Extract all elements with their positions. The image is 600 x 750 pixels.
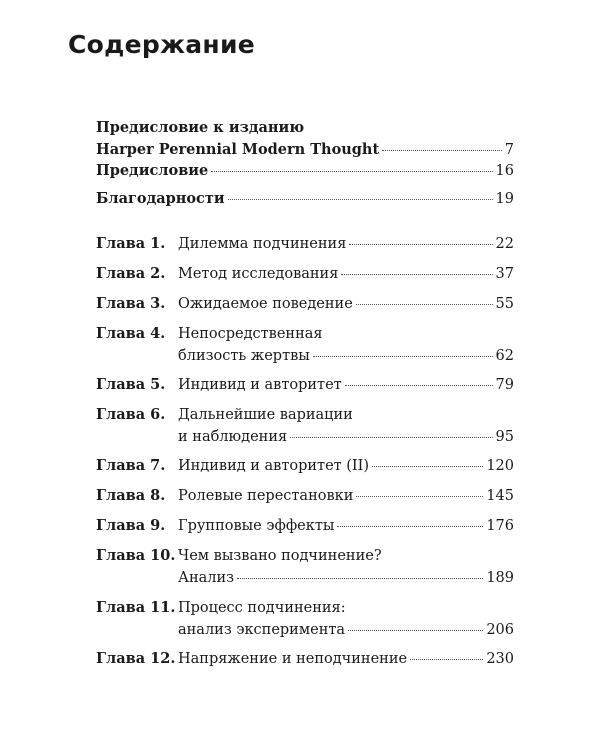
chapter-title: анализ эксперимента bbox=[178, 622, 346, 638]
toc-chapter-1[interactable] bbox=[96, 233, 514, 255]
toc-chapter-4[interactable] bbox=[96, 323, 514, 367]
toc-chapter-3[interactable] bbox=[96, 293, 514, 315]
toc-chapter-9[interactable] bbox=[96, 515, 514, 537]
toc-page-number: 120 bbox=[486, 458, 514, 474]
toc-chapter-5[interactable] bbox=[96, 374, 514, 396]
toc-page-number: 19 bbox=[495, 191, 514, 207]
chapter-title: близость жертвы bbox=[178, 348, 310, 364]
toc-entry-title: Предисловие к изданию bbox=[96, 119, 305, 136]
toc-entry-foreword-edition[interactable] bbox=[96, 117, 514, 161]
toc-chapter-2[interactable] bbox=[96, 263, 514, 285]
chapter-title: Процесс подчинения: bbox=[178, 600, 346, 616]
toc-page-number: 95 bbox=[495, 429, 514, 445]
toc-page-number: 22 bbox=[495, 236, 514, 252]
chapter-label: Глава 10. bbox=[96, 547, 176, 564]
toc-entry-title: Благодарности bbox=[96, 190, 225, 207]
toc-chapter-12[interactable] bbox=[96, 648, 514, 670]
page-title: Содержание bbox=[68, 30, 256, 59]
dot-leader bbox=[410, 659, 483, 660]
toc-entry-title: Предисловие bbox=[96, 162, 209, 179]
dot-leader bbox=[345, 385, 493, 386]
dot-leader bbox=[372, 466, 483, 467]
dot-leader bbox=[313, 356, 493, 357]
chapter-title: Ожидаемое поведение bbox=[178, 296, 353, 312]
chapter-title: Непосредственная bbox=[178, 326, 323, 342]
chapter-label: Глава 11. bbox=[96, 599, 176, 616]
toc-page-number: 55 bbox=[495, 296, 514, 312]
toc-page-number: 37 bbox=[495, 266, 514, 282]
toc-page-number: 189 bbox=[486, 570, 514, 586]
toc-page-number: 176 bbox=[486, 518, 514, 534]
toc-entry-foreword[interactable] bbox=[96, 160, 514, 182]
toc-page-number: 206 bbox=[486, 622, 514, 638]
toc-entry-title: Harper Perennial Modern Thought bbox=[96, 141, 380, 158]
chapter-title: Групповые эффекты bbox=[178, 518, 335, 534]
chapter-title: Напряжение и неподчинение bbox=[178, 651, 408, 667]
toc-page-number: 7 bbox=[504, 142, 514, 158]
dot-leader bbox=[382, 150, 502, 151]
chapter-label: Глава 6. bbox=[96, 406, 166, 423]
dot-leader bbox=[228, 199, 493, 200]
toc-chapter-8[interactable] bbox=[96, 485, 514, 507]
dot-leader bbox=[237, 578, 483, 579]
chapter-title: Ролевые перестановки bbox=[178, 488, 354, 504]
toc-page-number: 145 bbox=[486, 488, 514, 504]
toc-chapter-11[interactable] bbox=[96, 597, 514, 641]
toc-chapter-6[interactable] bbox=[96, 404, 514, 448]
chapter-label: Глава 12. bbox=[96, 650, 176, 667]
dot-leader bbox=[341, 274, 492, 275]
toc-page-number: 16 bbox=[495, 163, 514, 179]
chapter-title: Анализ bbox=[178, 570, 235, 586]
chapter-title: Метод исследования bbox=[178, 266, 339, 282]
chapter-label: Глава 1. bbox=[96, 235, 166, 252]
toc-chapter-10[interactable] bbox=[96, 545, 514, 589]
toc-entry-acknowledgements[interactable] bbox=[96, 188, 514, 210]
chapter-label: Глава 2. bbox=[96, 265, 166, 282]
toc-chapter-7[interactable] bbox=[96, 455, 514, 477]
chapter-title: Индивид и авторитет bbox=[178, 377, 342, 393]
dot-leader bbox=[211, 171, 492, 172]
dot-leader bbox=[337, 526, 483, 527]
chapter-label: Глава 4. bbox=[96, 325, 166, 342]
dot-leader bbox=[290, 437, 492, 438]
dot-leader bbox=[348, 630, 483, 631]
toc-page-number: 230 bbox=[486, 651, 514, 667]
chapter-title: Дилемма подчинения bbox=[178, 236, 347, 252]
dot-leader bbox=[356, 496, 483, 497]
chapter-label: Глава 5. bbox=[96, 376, 166, 393]
chapter-title: Чем вызвано подчинение? bbox=[178, 548, 382, 564]
toc-page-number: 62 bbox=[495, 348, 514, 364]
chapter-label: Глава 9. bbox=[96, 517, 166, 534]
dot-leader bbox=[356, 304, 493, 305]
dot-leader bbox=[349, 244, 492, 245]
toc-page-number: 79 bbox=[495, 377, 514, 393]
chapter-title: Индивид и авторитет (II) bbox=[178, 458, 370, 474]
chapter-label: Глава 3. bbox=[96, 295, 166, 312]
chapter-label: Глава 7. bbox=[96, 457, 166, 474]
chapter-title: Дальнейшие вариации bbox=[178, 407, 353, 423]
chapter-title: и наблюдения bbox=[178, 429, 288, 445]
chapter-label: Глава 8. bbox=[96, 487, 166, 504]
